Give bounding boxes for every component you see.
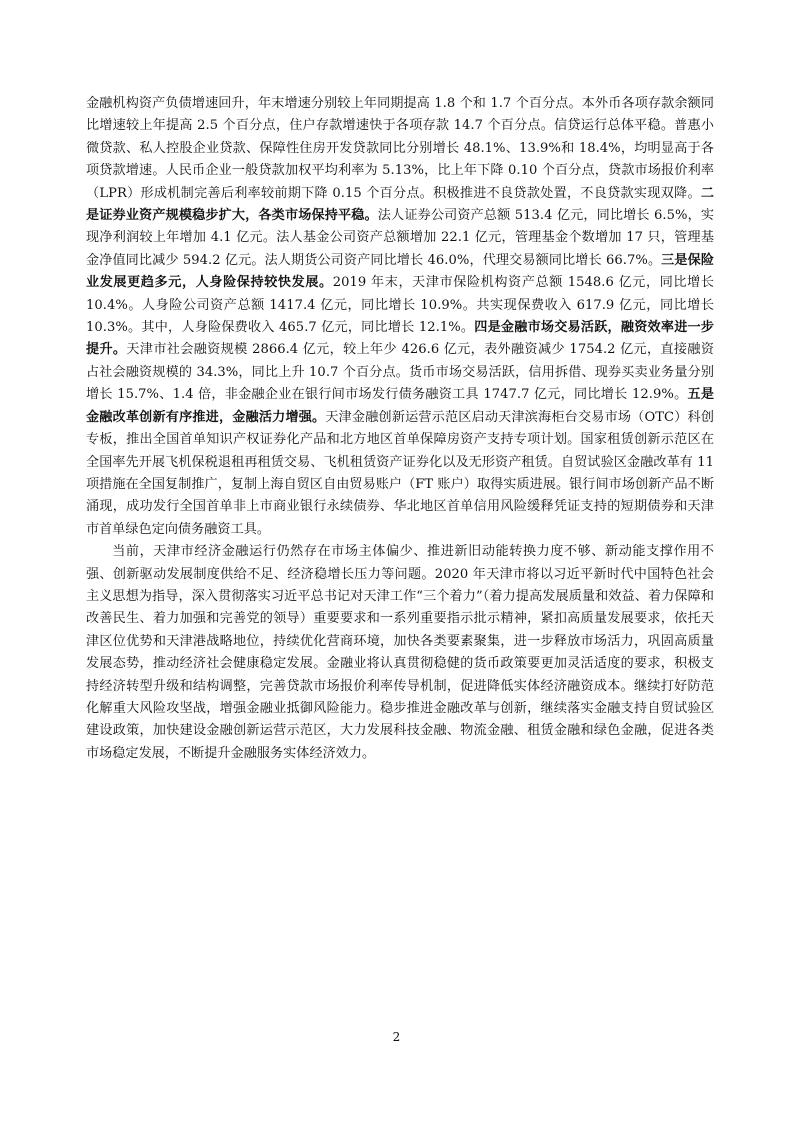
paragraph-finance-overview — [86, 93, 714, 541]
text-run: 当前，天津市经济金融运行仍然存在市场主体偏少、推进新旧动能转换力度不够、新动能支撑作用不强、创新驱动发展制度供给不足、经济稳增长压力等问题。2020 年天津市将以习近平新时代中国特色社会主义思想为指导，深入贯彻落实习近平总书记对天津工作“三个着力”（着力提高发展质量和效益、着力保障和改善民生、着力加强和完善党的领导）重要要求和一系列重要指示批示精神，紧扣高质量发展要求，依托天津区位优势和天津港战略地位，持续优化营商环境，加快各类要素聚集，进一步释放市场活力，巩固高质量发展态势，推动经济社会健康稳定发展。金融业将认真贯彻稳健的货币政策要更加灵活适度的要求，积极支持经济转型升级和结构调整，完善贷款市场报价利率传导机制，促进降低实体经济融资成本。继续打好防范化解重大风险攻坚战，增强金融业抵御风险能力。稳步推进金融改革与创新，继续落实金融支持自贸试验区建设政策，加快建设金融创新运营示范区，大力发展科技金融、物流金融、租赁金融和绿色金融，促进各类市场稳定发展，不断提升金融服务实体经济效力。 — [86, 544, 714, 761]
heading-markets: 四是金融市场交易活跃，融资效率进一步提升。 — [86, 320, 714, 358]
body-text — [86, 93, 714, 765]
text-run: 2019 年末，天津市保险机构资产总额 1548.6 亿元，同比增长 10.4%。人身险公司资产总额 1417.4 亿元，同比增长 10.9%。共实现保费收入 617.9 亿元，同比增长 10.3%。其中，人身险保费收入 465.7 亿元，同比增长 12.1%。 — [86, 275, 714, 336]
page-number: 2 — [392, 1030, 401, 1044]
text-run: 法人证券公司资产总额 513.4 亿元，同比增长 6.5%，实现净利润较上年增加 4.1 亿元。法人基金公司资产总额增加 22.1 亿元，管理基金个数增加 17 只，管理基金净值同比减少 594.2 亿元。法人期货公司资产同比增长 46.0%，代理交易额同比增长 66.7%。 — [86, 208, 714, 268]
paragraph-outlook — [86, 541, 714, 765]
heading-reform: 五是金融改革创新有序推进，金融活力增强。 — [86, 387, 714, 425]
heading-securities: 二是证券业资产规模稳步扩大，各类市场保持平稳。 — [86, 185, 714, 224]
text-run: 天津金融创新运营示范区启动天津滨海柜台交易市场（OTC）科创专板，推出全国首单知识产权证券化产品和北方地区首单保障房资产支持专项计划。国家租赁创新示范区在全国率先开展飞机保税退租再租赁交易、飞机租赁资产证券化以及无形资产租赁。自贸试验区金融改革有 11 项措施在全国复制推广，复制上海自贸区自由贸易账户（FT 账户）取得实质进展。银行间市场创新产品不断涌现，成功发行全国首单非上市商业银行永续债券、华北地区首单信用风险缓释凭证支持的短期债券和天津市首单绿色定向债务融资工具。 — [86, 409, 714, 537]
text-run: 天津市社会融资规模 2866.4 亿元，较上年少 426.6 亿元，表外融资减少 1754.2 亿元，直接融资占社会融资规模的 34.3%，同比上升 10.7 个百分点。货币市场交易活跃，信用拆借、现券买卖业务量分别增长 15.7%、1.4 倍，非金融企业在银行间市场发行债务融资工具 1747.7 亿元，同比增长 12.9%。 — [86, 342, 714, 403]
text-run: 金融机构资产负债增速回升，年末增速分别较上年同期提高 1.8 个和 1.7 个百分点。本外币各项存款余额同比增速较上年提高 2.5 个百分点，住户存款增速快于各项存款 14.7 个百分点。信贷运行总体平稳。普惠小微贷款、私人控股企业贷款、保障性住房开发贷款同比分别增长 48.1%、13.9%和 18.4%，均明显高于各项贷款增速。人民币企业一般贷款加权平均利率为 5.13%，比上年下降 0.10 个百分点，贷款市场报价利率（LPR）形成机制完善后利率较前期下降 0.15 个百分点。积极推进不良贷款处置，不良贷款实现双降。 — [86, 96, 714, 201]
heading-insurance: 三是保险业发展更趋多元，人身险保持较快发展。 — [86, 252, 714, 291]
